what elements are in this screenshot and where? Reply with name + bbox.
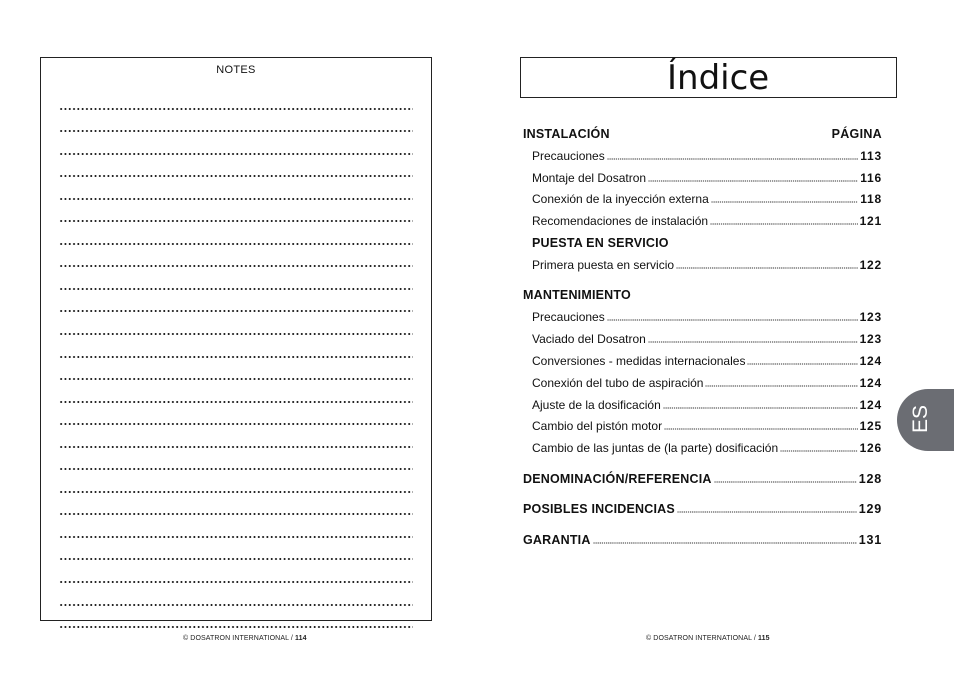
toc-row [532, 192, 882, 206]
toc-page-number: 116 [860, 171, 882, 185]
toc-leader-dots [607, 158, 859, 160]
toc-label: Primera puesta en servicio [532, 258, 675, 272]
language-tab-label: ES [909, 405, 932, 434]
toc-page-number: 123 [859, 332, 882, 346]
toc-page-number: 113 [860, 149, 882, 163]
toc-label: Recomendaciones de instalación [532, 214, 709, 228]
notes-title: NOTES [216, 64, 256, 76]
toc-row [532, 149, 882, 163]
notes-line [59, 138, 413, 161]
toc-label: POSIBLES INCIDENCIAS [523, 502, 675, 516]
notes-line [59, 93, 413, 116]
notes-line [59, 544, 413, 567]
notes-line [59, 273, 413, 296]
toc-label: Conversiones - medidas internacionales [532, 354, 746, 368]
toc-leader-dots [780, 450, 857, 452]
notes-line [59, 228, 413, 251]
toc-page-number: 126 [859, 441, 882, 455]
toc-page-number: 124 [859, 398, 882, 412]
notes-lines [59, 93, 413, 634]
toc-label: GARANTIA [523, 533, 591, 547]
toc-label: MANTENIMIENTO [523, 288, 631, 302]
toc-leader-dots [648, 341, 858, 343]
toc-leader-dots [677, 511, 857, 513]
toc-leader-dots [705, 385, 857, 387]
toc-row [532, 354, 882, 368]
toc-page-number: 124 [859, 376, 882, 390]
toc-row [523, 472, 882, 486]
toc-row [532, 376, 882, 390]
notes-line [59, 116, 413, 139]
toc-row [532, 214, 882, 228]
toc-row [532, 441, 882, 455]
toc-leader-dots [664, 428, 858, 430]
toc-row [532, 419, 882, 433]
toc-page-number: 121 [859, 214, 882, 228]
toc-label: Conexión de la inyección externa [532, 192, 709, 206]
footer-left-text: © DOSATRON INTERNATIONAL / [183, 635, 295, 642]
notes-line [59, 566, 413, 589]
toc-leader-dots [710, 223, 857, 225]
toc-leader-dots [593, 542, 857, 544]
language-tab [897, 389, 954, 451]
notes-line [59, 296, 413, 319]
notes-line [59, 161, 413, 184]
notes-line [59, 521, 413, 544]
toc-leader-dots [607, 319, 858, 321]
notes-line [59, 409, 413, 432]
toc-label: Cambio de las juntas de (la parte) dosificación [532, 441, 779, 455]
footer-left [183, 635, 307, 642]
toc-page-number: 124 [859, 354, 882, 368]
toc-label: Conexión del tubo de aspiración [532, 376, 704, 390]
toc-page-number: 129 [858, 502, 882, 516]
notes-line [59, 183, 413, 206]
toc-row [532, 332, 882, 346]
toc-label: Cambio del pistón motor [532, 419, 663, 433]
toc-leader-dots [663, 407, 858, 409]
footer-left-page: 114 [294, 635, 307, 642]
toc-page-number: 123 [859, 310, 882, 324]
footer-right-page: 115 [757, 635, 770, 642]
toc-label: Montaje del Dosatron [532, 171, 647, 185]
toc-row [532, 171, 882, 185]
notes-line [59, 341, 413, 364]
toc-leader-dots [676, 267, 858, 269]
toc-row [532, 258, 882, 272]
notes-line [59, 612, 413, 635]
toc-label: Precauciones [532, 310, 605, 324]
toc-page-number: 118 [860, 192, 882, 206]
notes-line [59, 454, 413, 477]
toc-row [523, 533, 882, 547]
notes-line [59, 318, 413, 341]
toc-leader-dots [714, 481, 857, 483]
index-title: Índice [667, 58, 770, 98]
toc-page-number: 125 [859, 419, 882, 433]
notes-line [59, 364, 413, 387]
toc-label: Vaciado del Dosatron [532, 332, 646, 346]
toc-row [523, 288, 882, 302]
footer-right [646, 635, 770, 642]
notes-line [59, 206, 413, 229]
toc-label: DENOMINACIÓN/REFERENCIA [523, 472, 712, 486]
toc-row [532, 398, 882, 412]
notes-line [59, 251, 413, 274]
toc-row [532, 236, 882, 250]
toc-leader-dots [711, 201, 858, 203]
notes-box [40, 57, 432, 621]
notes-line [59, 386, 413, 409]
footer-right-text: © DOSATRON INTERNATIONAL / [646, 635, 758, 642]
toc-row [523, 127, 882, 141]
notes-line [59, 589, 413, 612]
toc-page-number: 128 [858, 472, 882, 486]
toc-row [532, 310, 882, 324]
toc-label: Precauciones [532, 149, 605, 163]
toc-label: PUESTA EN SERVICIO [532, 236, 669, 250]
toc-label: Ajuste de la dosificación [532, 398, 661, 412]
index-title-box [520, 57, 897, 98]
toc-label: INSTALACIÓN [523, 127, 610, 141]
toc-leader-dots [747, 363, 857, 365]
notes-line [59, 476, 413, 499]
toc-page-number: 131 [858, 533, 882, 547]
toc-page-number: 122 [859, 258, 882, 272]
toc-row [523, 502, 882, 516]
toc-leader-dots [648, 180, 858, 182]
notes-line [59, 431, 413, 454]
toc-page-column-header: PÁGINA [831, 127, 882, 141]
notes-line [59, 499, 413, 522]
